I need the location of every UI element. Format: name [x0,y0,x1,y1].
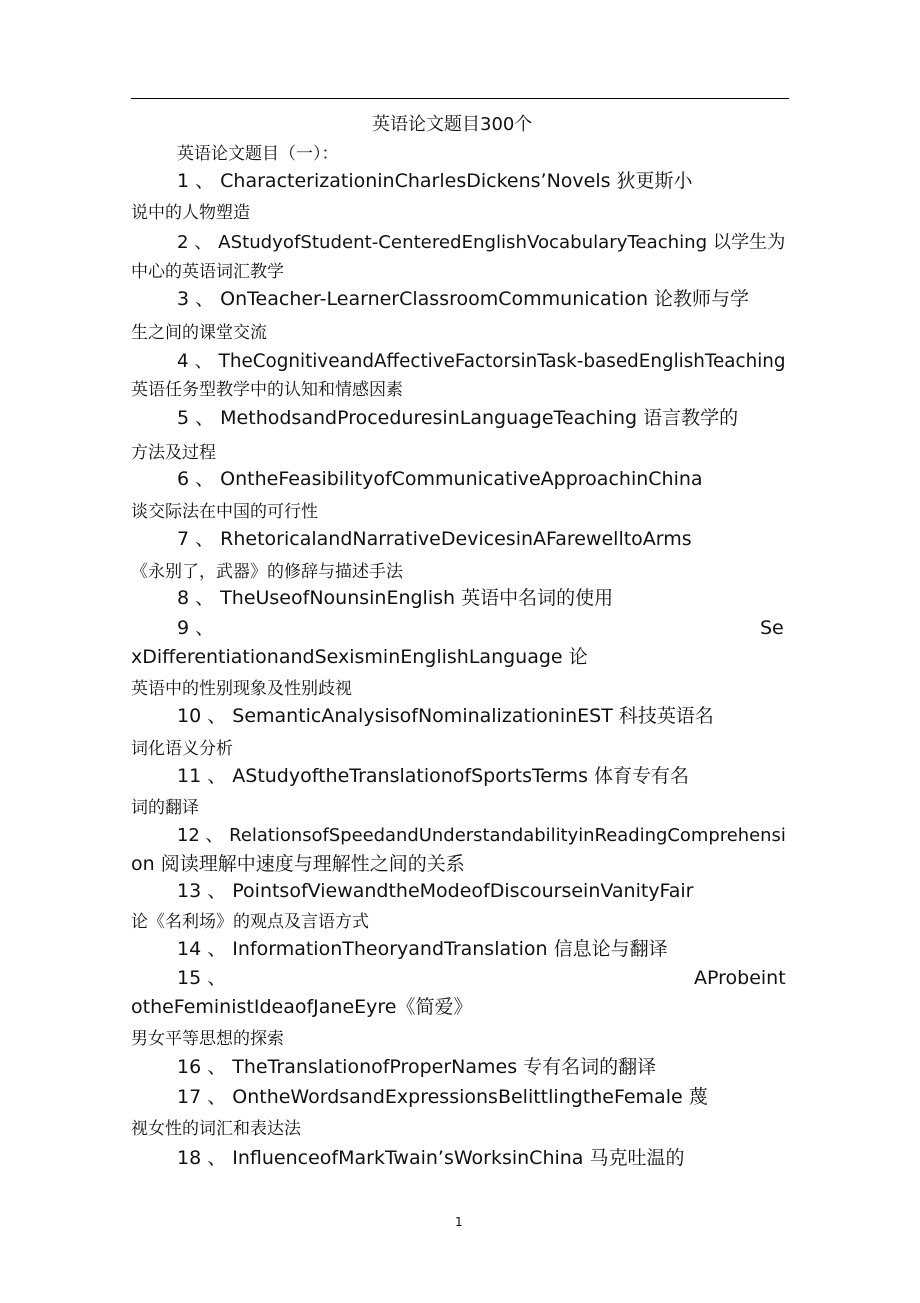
line-24: on 阅读理解中速度与理解性之间的关系 [131,853,465,875]
line-27: 14 、 InformationTheoryandTranslation 信息论与翻译 [177,938,668,960]
section-heading: 英语论文题目（一）： [177,144,339,164]
line-16: 9 、 [177,617,215,639]
header-rule [131,98,789,99]
line-15: 8 、 TheUseofNounsinEnglish 英语中名词的使用 [177,587,614,609]
line-29: otheFeministIdeaofJaneEyre《简爱》 [131,996,473,1018]
line-28-right: AProbeint [694,967,786,989]
line-14: 《永别了，武器》的修辞与描述手法 [131,562,403,582]
line-17: xDifferentiationandSexisminEnglishLanguage 论 [131,646,588,668]
line-26: 论《名利场》的观点及言语方式 [131,912,369,932]
line-10: 方法及过程 [131,443,216,463]
line-9: 5 、 MethodsandProceduresinLanguageTeaching 语言教学的 [177,407,739,429]
line-28: 15 、 [177,967,227,989]
line-8: 英语任务型教学中的认知和情感因素 [131,380,403,400]
line-20: 词化语义分析 [131,739,233,759]
line-34: 18 、 InfluenceofMarkTwain’sWorksinChina 马克吐温的 [177,1147,685,1169]
line-16-right: Se [760,617,784,639]
line-30: 男女平等思想的探索 [131,1029,284,1049]
line-4: 中心的英语词汇教学 [131,262,284,282]
line-3: 2 、 AStudyofStudent-CenteredEnglishVocabularyTeaching 以学生为 [177,232,786,253]
line-22: 词的翻译 [131,798,199,818]
line-32: 17 、 OntheWordsandExpressionsBelittlingtheFemale 蔑 [177,1086,708,1108]
line-21: 11 、 AStudyoftheTranslationofSportsTerms 体育专有名 [177,765,690,787]
page-number: 1 [455,1215,463,1229]
line-7: 4 、 TheCognitiveandAffectiveFactorsinTask-basedEnglishTeaching [177,351,786,372]
line-11: 6 、 OntheFeasibilityofCommunicativeApproachinChina [177,468,703,490]
document-title: 英语论文题目300个 [372,114,533,135]
line-31: 16 、 TheTranslationofProperNames 专有名词的翻译 [177,1056,657,1078]
line-6: 生之间的课堂交流 [131,323,267,343]
line-2: 说中的人物塑造 [131,203,250,223]
line-18: 英语中的性别现象及性别歧视 [131,679,352,699]
line-25: 13 、 PointsofViewandtheModeofDiscourseinVanityFair [177,880,694,902]
line-12: 谈交际法在中国的可行性 [131,502,318,522]
line-33: 视女性的词汇和表达法 [131,1119,301,1139]
line-1: 1 、 CharacterizationinCharlesDickens’Novels 狄更斯小 [177,170,693,192]
line-19: 10 、 SemanticAnalysisofNominalizationinEST 科技英语名 [177,705,714,727]
line-13: 7 、 RhetoricalandNarrativeDevicesinAFarewelltoArms [177,528,692,550]
line-5: 3 、 OnTeacher-LearnerClassroomCommunication 论教师与学 [177,288,750,310]
line-23: 12 、 RelationsofSpeedandUnderstandabilityinReadingComprehensi [177,825,786,846]
